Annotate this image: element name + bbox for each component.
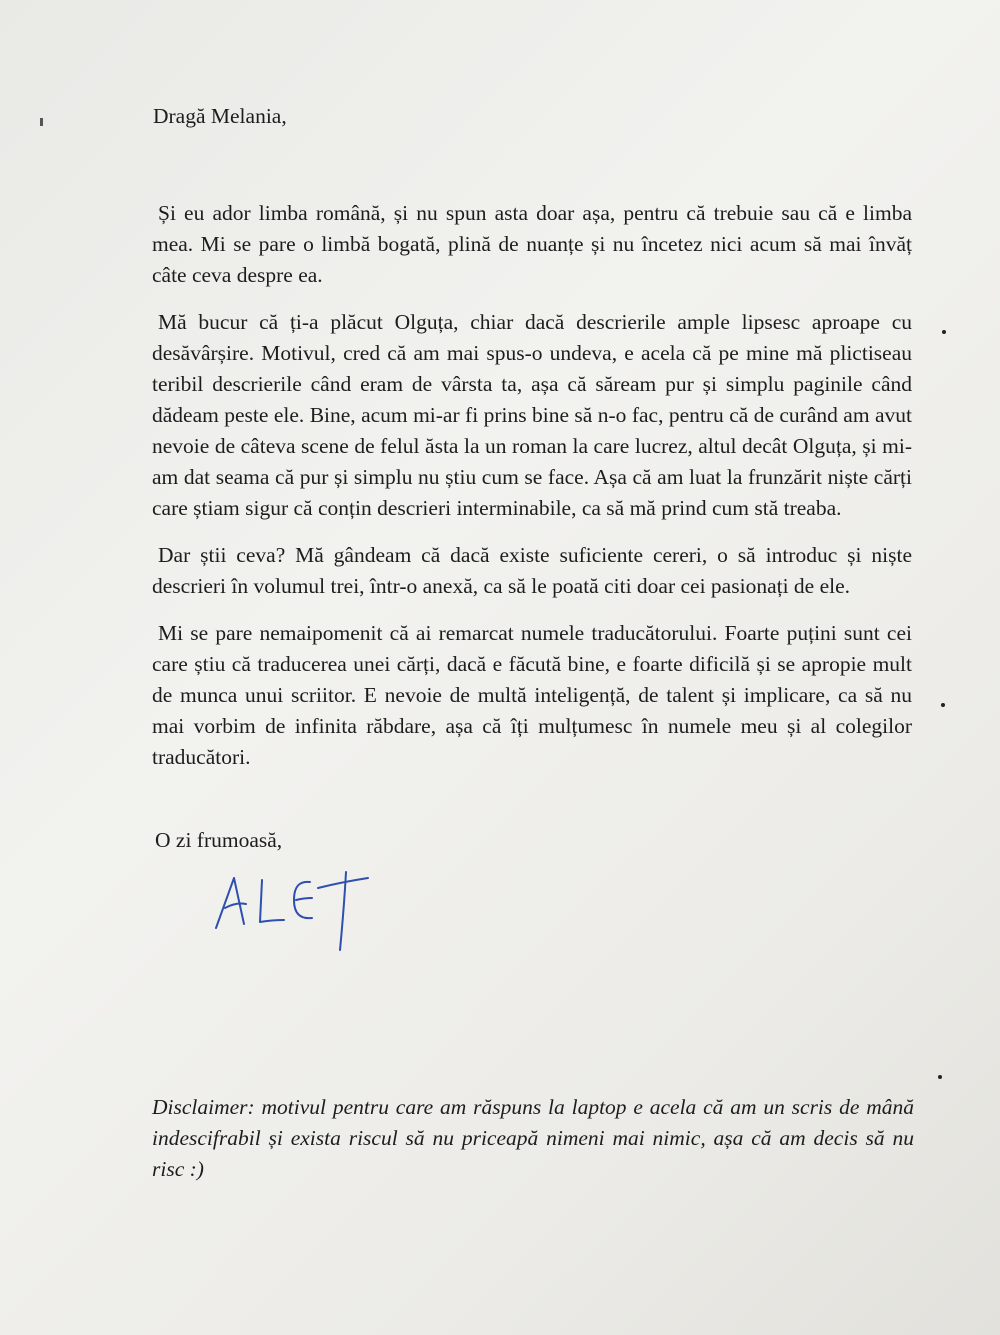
- paragraph-4: [152, 618, 912, 773]
- paragraph-1-text: Și eu ador limba română, și nu spun asta doar așa, pentru că trebuie sau că e limba mea. Mi se pare o limbă bogată, plină de nuanțe și nu încetez nici acum să mai învăț câte ceva despre ea.: [152, 201, 912, 287]
- margin-dot: [941, 703, 945, 707]
- letter-body: [152, 198, 912, 789]
- paragraph-2-text: Mă bucur că ți-a plăcut Olguța, chiar dacă descrierile ample lipsesc aproape cu desăvârșire. Motivul, cred că am mai spus-o undeva, e acela că pe mine mă plictiseau teribil descrierile când eram de vârsta ta, așa că săream pur și simplu paginile când dădeam peste ele. Bine, acum mi-ar fi prins bine să n-o fac, pentru că de curând am avut nevoie de câteva scene de felul ăsta la un roman la care lucrez, altul decât Olguța, și mi-am dat seama că pur și simplu nu știu cum se face. Așa că am luat la frunzărit niște cărți care știam sigur că conțin descrieri interminabile, ca să mă prind cum stă treaba.: [152, 310, 912, 520]
- paragraph-2: [152, 307, 912, 524]
- salutation: Dragă Melania,: [153, 104, 287, 128]
- disclaimer: Disclaimer: motivul pentru care am răspuns la laptop e acela că am un scris de mână indescifrabil și exista riscul să nu priceapă nimeni mai nimic, așa că am decis să nu risc :): [152, 1095, 914, 1181]
- margin-dot: [938, 1075, 942, 1079]
- paragraph-3: [152, 540, 912, 602]
- paragraph-1: [152, 198, 912, 291]
- paper-mark: [40, 118, 43, 126]
- paragraph-3-text: Dar știi ceva? Mă gândeam că dacă existe suficiente cereri, o să introduc și niște descrieri în volumul trei, într-o anexă, ca să le poată citi doar cei pasionați de ele.: [152, 543, 912, 598]
- closing: O zi frumoasă,: [155, 828, 283, 852]
- handwritten-signature: [210, 858, 380, 958]
- paragraph-4-text: Mi se pare nemaipomenit că ai remarcat numele traducătorului. Foarte puțini sunt cei care știu că traducerea unei cărți, dacă e făcută bine, e foarte dificilă și se apropie mult de munca unui scriitor. E nevoie de multă inteligență, de talent și implicare, ca să nu mai vorbim de infinita răbdare, așa că îți mulțumesc în numele meu și al colegilor traducători.: [152, 621, 912, 769]
- margin-dot: [942, 330, 946, 334]
